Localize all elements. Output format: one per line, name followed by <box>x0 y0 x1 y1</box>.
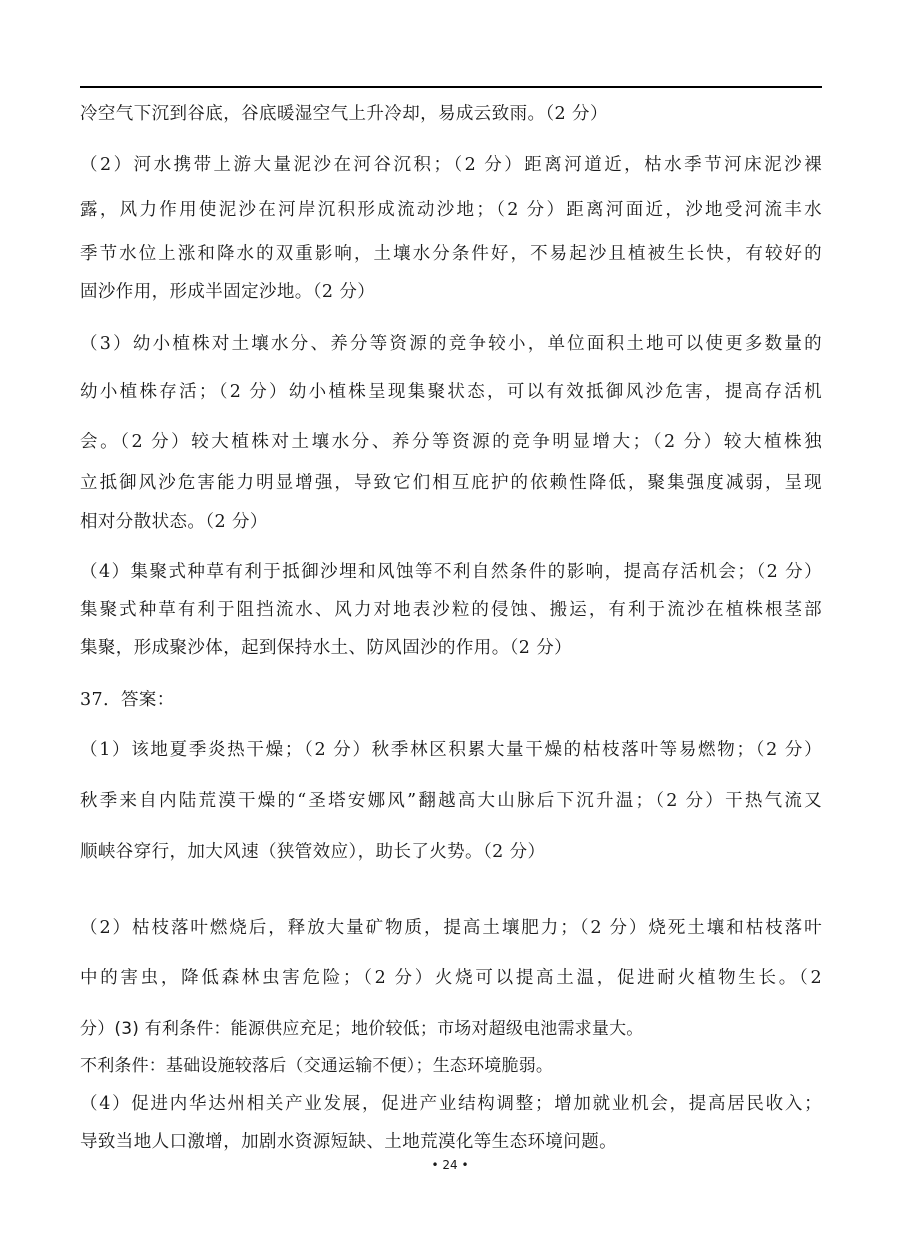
answer-line: 幼小植株存活；（2 分）幼小植株呈现集聚状态，可以有效抵御风沙危害，提高存活机 <box>80 382 822 402</box>
answer-line: 集聚式种草有利于阻挡流水、风力对地表沙粒的侵蚀、搬运，有利于流沙在植株根茎部 <box>80 600 822 620</box>
section-heading: 37．答案： <box>80 690 175 710</box>
answer-line: 冷空气下沉到谷底，谷底暖湿空气上升冷却，易成云致雨。（2 分） <box>80 104 608 124</box>
answer-line: 分）(3) 有利条件：能源供应充足；地价较低；市场对超级电池需求量大。 <box>80 1019 644 1039</box>
answer-line: 会。（2 分）较大植株对土壤水分、养分等资源的竞争明显增大；（2 分）较大植株独 <box>80 432 822 452</box>
answer-line: 季节水位上涨和降水的双重影响，土壤水分条件好，不易起沙且植被生长快，有较好的 <box>80 244 822 264</box>
answer-line: 导致当地人口激增，加剧水资源短缺、土地荒漠化等生态环境问题。 <box>80 1132 617 1152</box>
answer-line: （3）幼小植株对土壤水分、养分等资源的竞争较小，单位面积土地可以使更多数量的 <box>80 334 822 354</box>
answer-line: 固沙作用，形成半固定沙地。（2 分） <box>80 282 376 302</box>
answer-line: 顺峡谷穿行，加大风速（狭管效应），助长了火势。（2 分） <box>80 842 546 862</box>
answer-line: （4）集聚式种草有利于抵御沙埋和风蚀等不利自然条件的影响，提高存活机会；（2 分） <box>80 562 822 582</box>
header-rule <box>80 86 822 88</box>
answer-line: 秋季来自内陆荒漠干燥的“圣塔安娜风”翻越高大山脉后下沉升温；（2 分）干热气流又 <box>80 791 822 811</box>
answer-line: 露，风力作用使泥沙在河岸沉积形成流动沙地；（2 分）距离河面近，沙地受河流丰水 <box>80 200 822 220</box>
answer-line: 不利条件：基础设施较落后（交通运输不便）；生态环境脆弱。 <box>80 1056 554 1076</box>
answer-line: （4）促进内华达州相关产业发展，促进产业结构调整；增加就业机会，提高居民收入； <box>80 1094 822 1114</box>
answer-line: （2）枯枝落叶燃烧后，释放大量矿物质，提高土壤肥力；（2 分）烧死土壤和枯枝落叶 <box>80 918 822 938</box>
answer-line: 相对分散状态。（2 分） <box>80 512 268 532</box>
answer-line: （2）河水携带上游大量泥沙在河谷沉积；（2 分）距离河道近，枯水季节河床泥沙裸 <box>80 155 822 175</box>
answer-line: 立抵御风沙危害能力明显增强，导致它们相互庇护的依赖性降低，聚集强度减弱，呈现 <box>80 473 822 493</box>
answer-line: （1）该地夏季炎热干燥；（2 分）秋季林区积累大量干燥的枯枝落叶等易燃物；（2 分） <box>80 740 822 760</box>
answer-line: 集聚，形成聚沙体，起到保持水土、防风固沙的作用。（2 分） <box>80 638 573 658</box>
answer-line: 中的害虫，降低森林虫害危险；（2 分）火烧可以提高土温，促进耐火植物生长。（2 <box>80 968 822 988</box>
page-number: • 24 • <box>431 1158 469 1172</box>
